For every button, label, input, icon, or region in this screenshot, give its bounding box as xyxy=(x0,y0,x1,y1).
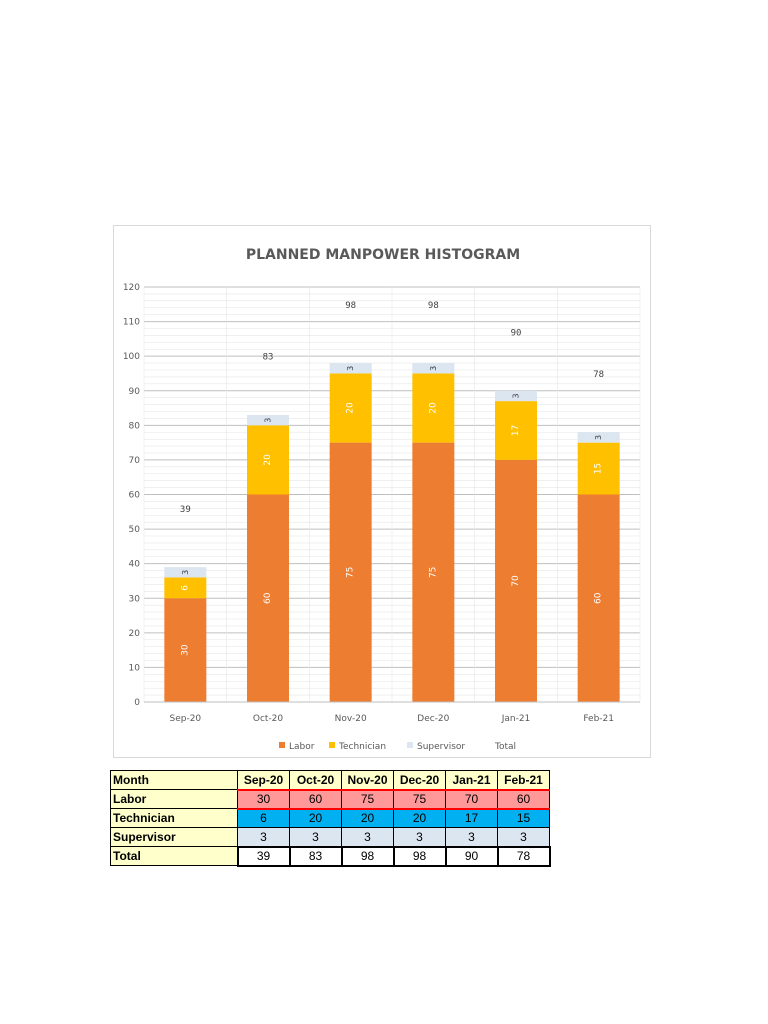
y-tick-label: 100 xyxy=(122,352,140,363)
data-label-technician: 20 xyxy=(263,454,273,466)
x-tick-label: Jan-21 xyxy=(501,714,531,724)
table-cell: 75 xyxy=(394,790,446,809)
data-label-labor: 75 xyxy=(428,566,439,579)
table-cell: 3 xyxy=(394,828,446,847)
data-label-supervisor: 3 xyxy=(594,434,604,440)
table-cell: 90 xyxy=(446,847,498,866)
table-cell: 60 xyxy=(290,790,342,809)
table-cell: Oct-20 xyxy=(290,771,342,790)
legend-swatch-technician xyxy=(329,742,335,748)
y-tick-label: 110 xyxy=(122,317,140,328)
table-cell: 98 xyxy=(342,847,394,866)
table-cell: 17 xyxy=(446,809,498,828)
data-label-supervisor: 3 xyxy=(511,393,521,399)
data-label-technician: 6 xyxy=(180,585,191,591)
legend-label-total: Total xyxy=(495,742,517,752)
table-cell: 20 xyxy=(394,809,446,828)
table-cell: Nov-20 xyxy=(342,771,394,790)
data-label-supervisor: 3 xyxy=(263,417,273,423)
y-tick-label: 80 xyxy=(128,421,140,432)
table-cell: 20 xyxy=(342,809,394,828)
table-cell: 15 xyxy=(498,809,550,828)
y-tick-label: 60 xyxy=(128,490,140,501)
row-header-supervisor: Supervisor xyxy=(111,828,238,847)
table-cell: 3 xyxy=(342,828,394,847)
data-label-technician: 20 xyxy=(345,402,356,414)
y-tick-label: 0 xyxy=(134,698,140,708)
data-label-total: 98 xyxy=(345,300,357,311)
data-label-supervisor: 3 xyxy=(180,569,190,575)
row-header-month: Month xyxy=(111,771,238,790)
data-label-technician: 17 xyxy=(511,424,521,437)
y-axis-ticks xyxy=(123,283,140,708)
table-cell: 3 xyxy=(238,828,290,847)
legend-label-technician: Technician xyxy=(339,742,387,752)
data-label-total: 83 xyxy=(262,352,274,363)
grid-lines xyxy=(144,287,640,702)
data-label-supervisor: 3 xyxy=(346,365,356,371)
table-cell: 39 xyxy=(238,847,290,866)
data-label-total: 39 xyxy=(179,504,191,515)
table-row-month xyxy=(111,771,550,790)
data-label-technician: 20 xyxy=(428,402,439,414)
y-tick-label: 90 xyxy=(128,386,140,397)
data-label-labor: 75 xyxy=(345,566,356,579)
legend-swatch-supervisor xyxy=(407,742,413,748)
x-tick-label: Feb-21 xyxy=(583,714,614,724)
legend xyxy=(279,742,516,752)
row-header-technician: Technician xyxy=(111,809,238,828)
manpower-chart xyxy=(114,226,652,759)
table-cell: 6 xyxy=(238,809,290,828)
chart-title: PLANNED MANPOWER HISTOGRAM xyxy=(245,247,521,263)
x-tick-label: Oct-20 xyxy=(252,714,284,724)
table-cell: 30 xyxy=(238,790,290,809)
y-tick-label: 50 xyxy=(128,525,140,536)
data-label-labor: 70 xyxy=(511,575,521,587)
table-cell: 20 xyxy=(290,809,342,828)
table-row-total xyxy=(111,847,550,866)
data-label-labor: 60 xyxy=(593,592,604,604)
table-row-technician xyxy=(111,809,550,828)
table-cell: 70 xyxy=(446,790,498,809)
y-tick-label: 20 xyxy=(128,628,140,639)
table-cell: 78 xyxy=(498,847,550,866)
x-tick-label: Sep-20 xyxy=(169,714,202,724)
y-tick-label: 120 xyxy=(122,283,140,293)
table-cell: 3 xyxy=(290,828,342,847)
manpower-table xyxy=(110,770,551,867)
table-cell: Feb-21 xyxy=(498,771,550,790)
y-tick-label: 10 xyxy=(128,663,140,674)
table-cell: 83 xyxy=(290,847,342,866)
legend-label-labor: Labor xyxy=(289,742,315,752)
table-row-labor xyxy=(111,790,550,809)
data-label-supervisor: 3 xyxy=(428,365,438,371)
table-cell: Dec-20 xyxy=(394,771,446,790)
data-label-total: 90 xyxy=(510,328,522,339)
table-cell: 3 xyxy=(498,828,550,847)
row-header-labor: Labor xyxy=(111,790,238,809)
legend-swatch-labor xyxy=(279,742,285,748)
table-row-supervisor xyxy=(111,828,550,847)
table-cell: 3 xyxy=(446,828,498,847)
y-tick-label: 40 xyxy=(128,559,140,570)
table-cell: Jan-21 xyxy=(446,771,498,790)
table-cell: 75 xyxy=(342,790,394,809)
x-axis-ticks xyxy=(144,702,640,724)
table-cell: 98 xyxy=(394,847,446,866)
data-label-technician: 15 xyxy=(593,462,604,475)
table-cell: Sep-20 xyxy=(238,771,290,790)
data-label-total: 78 xyxy=(593,369,605,380)
data-label-labor: 30 xyxy=(180,644,191,656)
data-label-total: 98 xyxy=(427,300,439,311)
y-tick-label: 70 xyxy=(128,455,140,466)
x-tick-label: Nov-20 xyxy=(334,714,367,724)
table-cell: 60 xyxy=(498,790,550,809)
data-label-labor: 60 xyxy=(263,592,273,604)
legend-label-supervisor: Supervisor xyxy=(417,742,466,752)
x-tick-label: Dec-20 xyxy=(417,714,450,724)
y-tick-label: 30 xyxy=(128,594,140,605)
row-header-total: Total xyxy=(111,847,238,866)
chart-frame xyxy=(113,225,651,758)
